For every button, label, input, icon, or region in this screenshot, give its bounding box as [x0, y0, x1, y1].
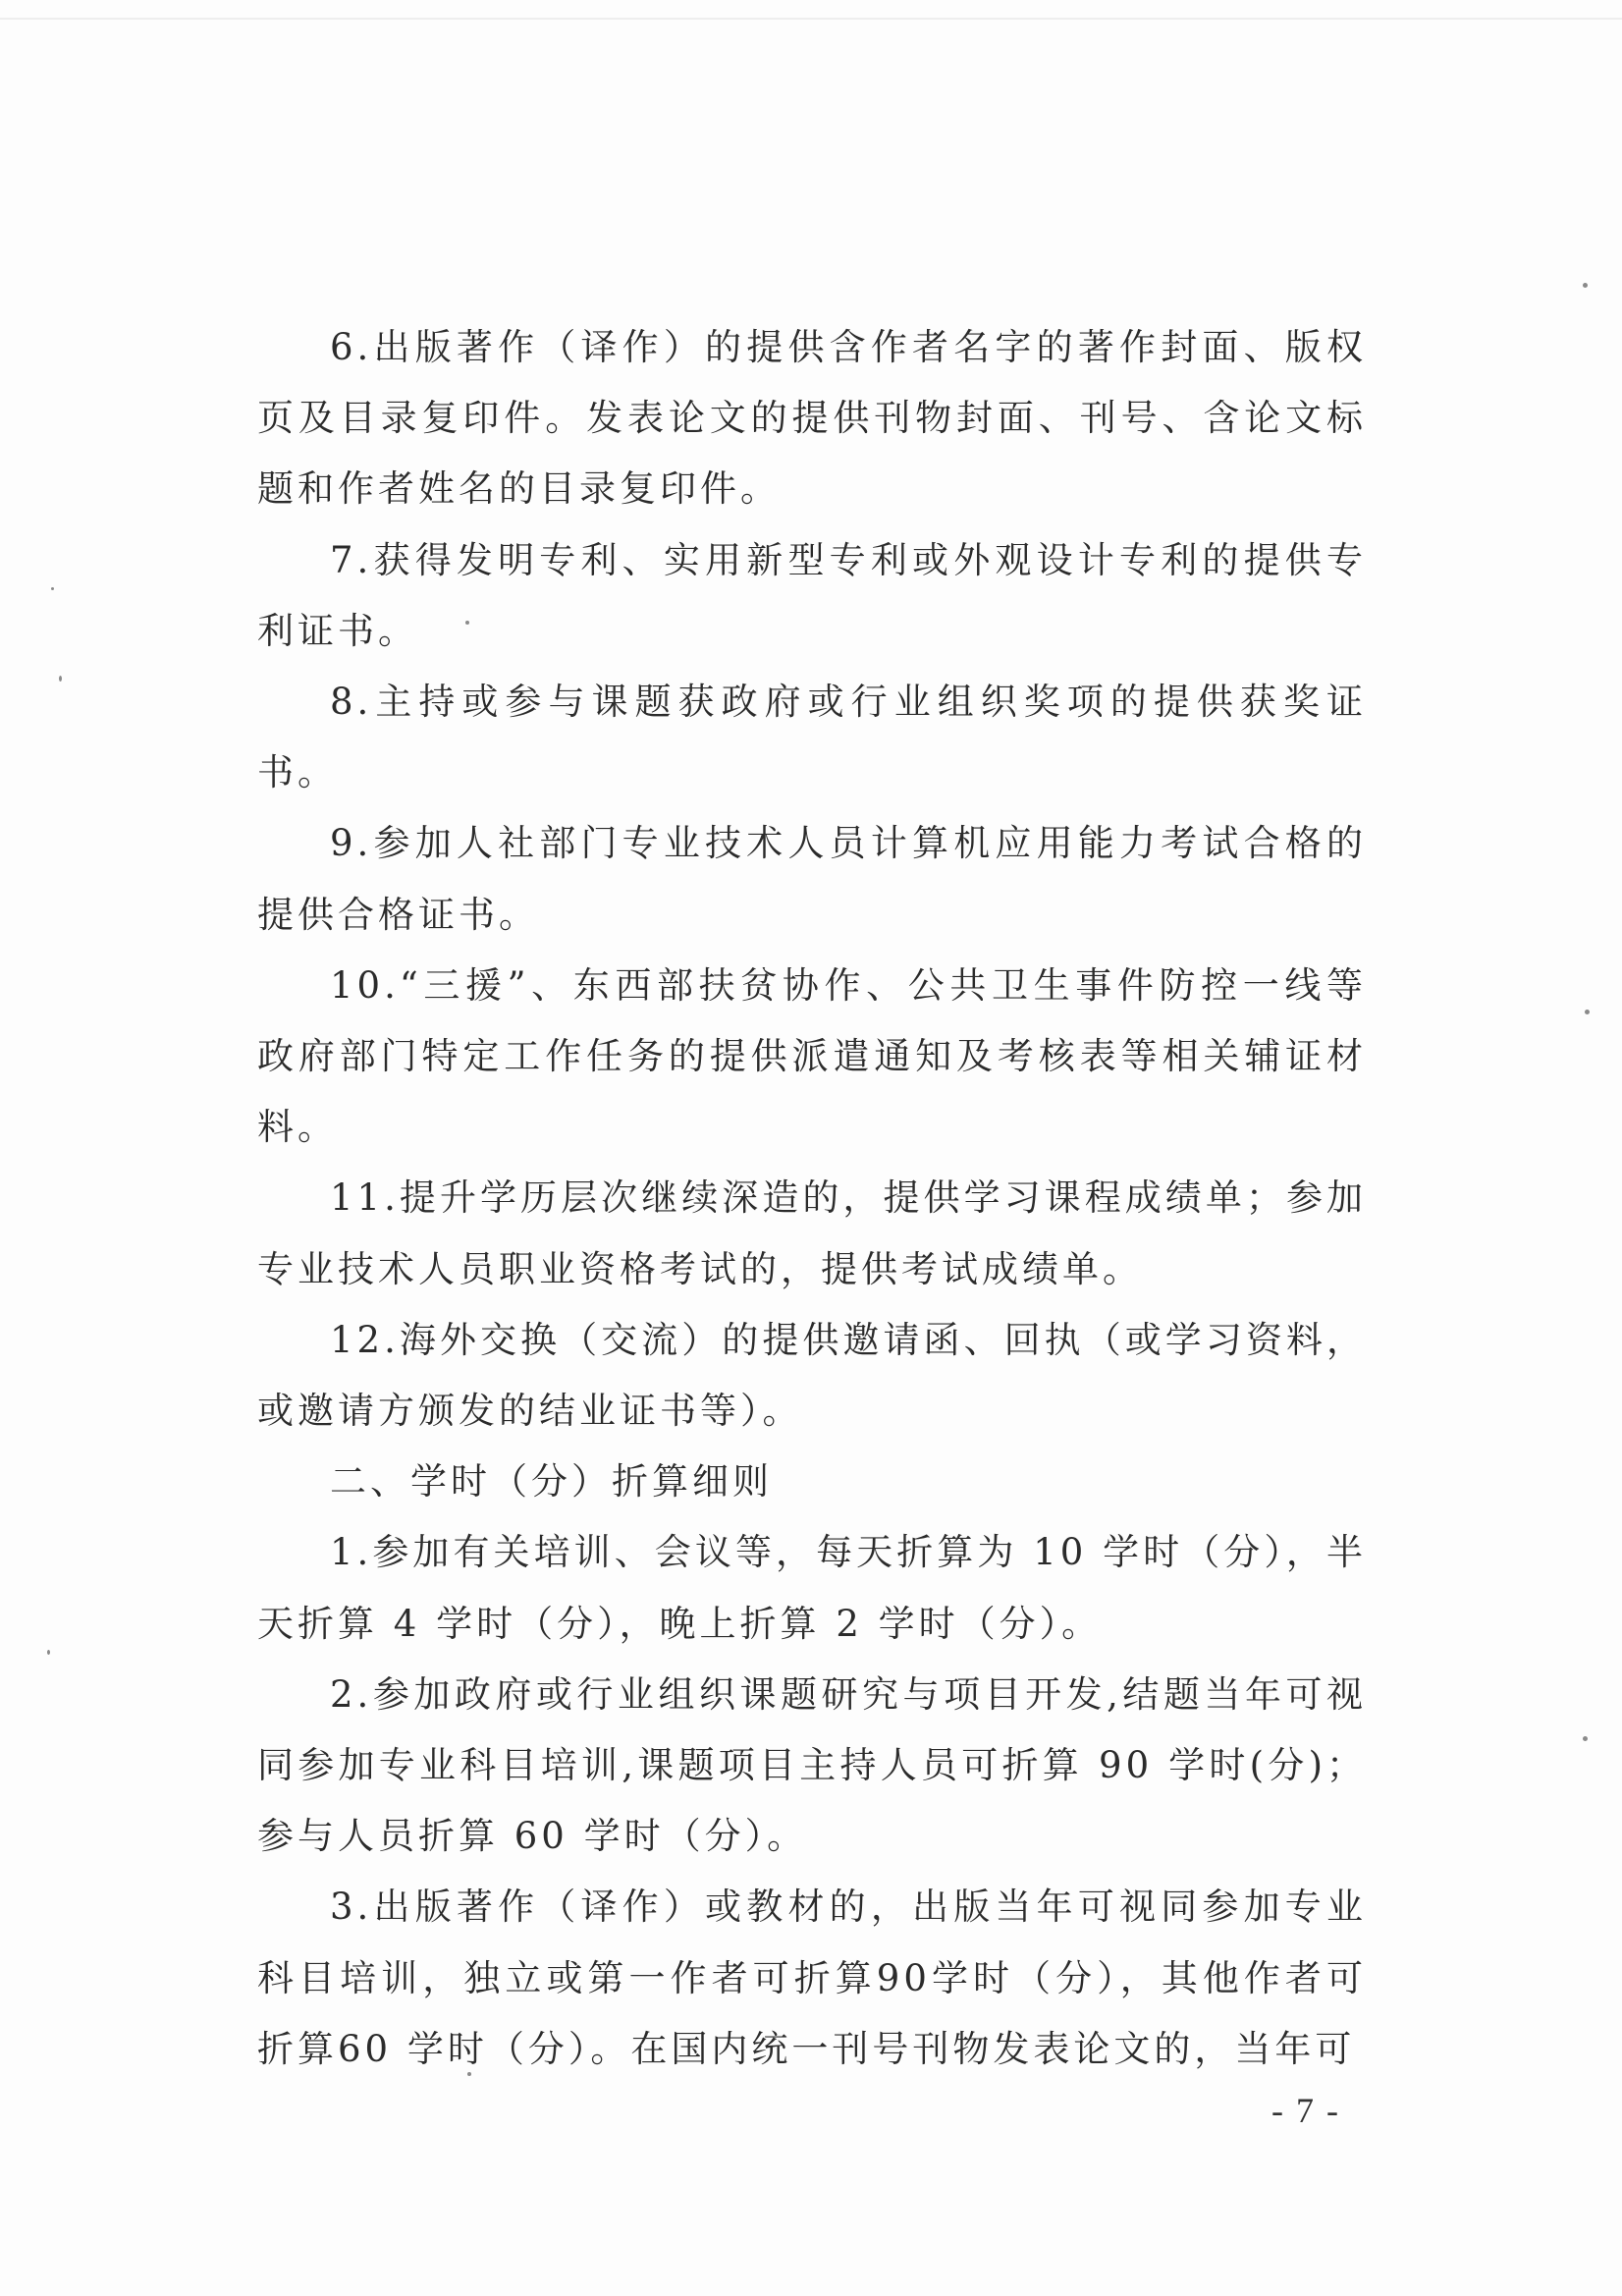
scan-speck	[1585, 1010, 1590, 1014]
paragraph-item-10: 10.“三援”、东西部扶贫协作、公共卫生事件防控一线等政府部门特定工作任务的提供派遣通知及考核表等相关辅证材料。	[257, 963, 1367, 1149]
paragraph-rule-3: 3.出版著作（译作）或教材的，出版当年可视同参加专业科目培训，独立或第一作者可折算90学时（分），其他作者可折算60 学时（分）。在国内统一刊号刊物发表论文的，当年可	[257, 1886, 1367, 2070]
scan-speck	[59, 676, 62, 682]
scan-speck	[1583, 1736, 1588, 1741]
scan-speck	[467, 2072, 471, 2076]
scan-speck	[51, 587, 54, 590]
paragraph-item-11: 11.提升学历层次继续深造的，提供学习课程成绩单；参加专业技术人员职业资格考试的，提供考试成绩单。	[257, 1176, 1367, 1290]
paragraph-item-6: 6.出版著作（译作）的提供含作者名字的著作封面、版权页及目录复印件。发表论文的提供刊物封面、刊号、含论文标题和作者姓名的目录复印件。	[257, 326, 1367, 511]
paragraph-item-8: 8.主持或参与课题获政府或行业组织奖项的提供获奖证书。	[257, 681, 1367, 794]
paragraph-item-9: 9.参加人社部门专业技术人员计算机应用能力考试合格的提供合格证书。	[257, 822, 1367, 936]
section-heading-conversion-rules: 二、学时（分）折算细则	[330, 1460, 773, 1503]
paragraph-item-7: 7.获得发明专利、实用新型专利或外观设计专利的提供专利证书。	[257, 538, 1367, 652]
paragraph-rule-1: 1.参加有关培训、会议等，每天折算为 10 学时（分），半天折算 4 学时（分），晚上折算 2 学时（分）。	[257, 1531, 1367, 1645]
scan-speck	[1583, 283, 1588, 288]
scan-speck	[47, 1650, 50, 1655]
scan-speck	[465, 621, 469, 625]
scan-top-edge	[0, 18, 1622, 20]
document-body	[257, 312, 1367, 2085]
paragraph-rule-2: 2.参加政府或行业组织课题研究与项目开发,结题当年可视同参加专业科目培训,课题项目主持人员可折算 90 学时(分)；参与人员折算 60 学时（分）。	[257, 1672, 1367, 1858]
page-number: - 7 -	[1271, 2091, 1340, 2130]
paragraph-item-12: 12.海外交换（交流）的提供邀请函、回执（或学习资料，或邀请方颁发的结业证书等）。	[257, 1318, 1367, 1433]
